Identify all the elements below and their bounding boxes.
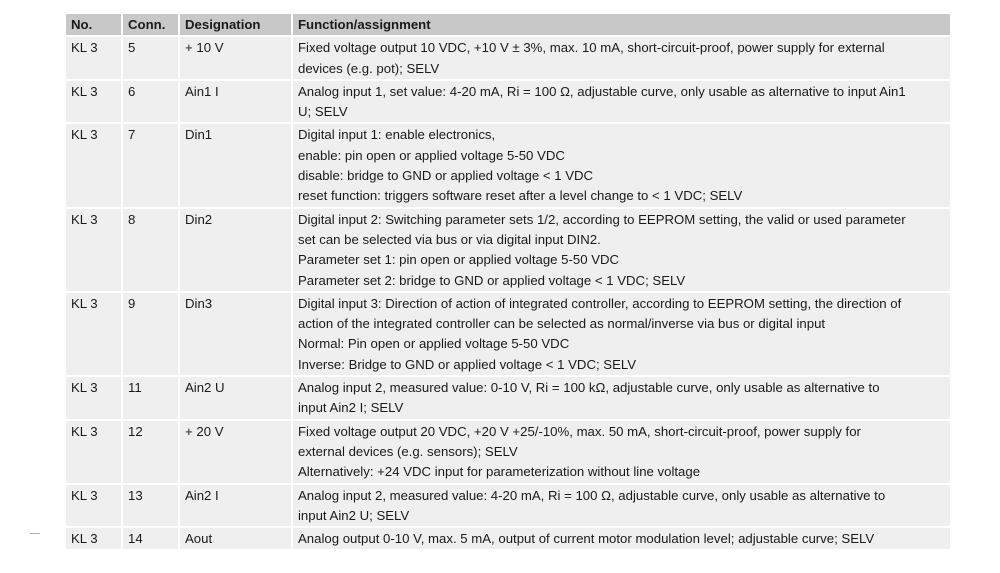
table-row bbox=[66, 37, 950, 79]
function-text-line: Analog input 2, measured value: 0-10 V, Ri = 100 kΩ, adjustable curve, only usable as alternative to bbox=[298, 380, 880, 396]
cell-conn: 6 bbox=[121, 81, 178, 123]
cell-no: KL 3 bbox=[66, 293, 121, 375]
cell-function bbox=[291, 421, 950, 483]
cell-designation: Ain2 U bbox=[178, 377, 291, 419]
function-text-line: action of the integrated controller can be selected as normal/inverse via bus or digital input bbox=[298, 316, 826, 332]
cell-designation: + 20 V bbox=[178, 421, 291, 483]
function-text-line: input Ain2 U; SELV bbox=[298, 507, 410, 523]
function-text-line: input Ain2 I; SELV bbox=[298, 400, 404, 416]
cell-conn: 11 bbox=[121, 377, 178, 419]
margin-dash-mark bbox=[30, 533, 40, 534]
function-text-line: U; SELV bbox=[298, 104, 348, 120]
cell-no: KL 3 bbox=[66, 81, 121, 123]
function-text-line: Digital input 2: Switching parameter sets 1/2, according to EEPROM setting, the valid or used parameter bbox=[298, 211, 906, 227]
header-function: Function/assignment bbox=[291, 14, 950, 35]
table-row bbox=[66, 377, 950, 419]
function-text-line: Parameter set 2: bridge to GND or applied voltage < 1 VDC; SELV bbox=[298, 272, 686, 288]
cell-conn: 12 bbox=[121, 421, 178, 483]
cell-conn: 8 bbox=[121, 209, 178, 291]
terminal-assignment-table bbox=[66, 12, 950, 551]
cell-function bbox=[291, 485, 950, 527]
cell-no: KL 3 bbox=[66, 377, 121, 419]
cell-designation: Aout bbox=[178, 528, 291, 549]
table-row bbox=[66, 528, 950, 549]
function-text-line: Alternatively: +24 VDC input for parameterization without line voltage bbox=[298, 464, 701, 480]
cell-designation: + 10 V bbox=[178, 37, 291, 79]
function-text-line: Analog input 1, set value: 4-20 mA, Ri = 100 Ω, adjustable curve, only usable as alternative to input Ain1 bbox=[298, 83, 906, 99]
cell-function bbox=[291, 293, 950, 375]
cell-conn: 9 bbox=[121, 293, 178, 375]
cell-function bbox=[291, 81, 950, 123]
header-no: No. bbox=[66, 14, 121, 35]
function-text-line: Analog input 2, measured value: 4-20 mA, Ri = 100 Ω, adjustable curve, only usable as alternative to bbox=[298, 487, 886, 503]
cell-conn: 13 bbox=[121, 485, 178, 527]
cell-designation: Ain2 I bbox=[178, 485, 291, 527]
function-text-line: set can be selected via bus or via digital input DIN2. bbox=[298, 231, 601, 247]
table-row bbox=[66, 124, 950, 206]
table-row bbox=[66, 293, 950, 375]
function-text-line: enable: pin open or applied voltage 5-50 VDC bbox=[298, 147, 565, 163]
function-text-line: external devices (e.g. sensors); SELV bbox=[298, 443, 518, 459]
cell-conn: 5 bbox=[121, 37, 178, 79]
cell-designation: Din1 bbox=[178, 124, 291, 206]
terminal-assignment-table-container bbox=[66, 12, 950, 551]
cell-no: KL 3 bbox=[66, 528, 121, 549]
cell-function bbox=[291, 528, 950, 549]
function-text-line: Analog output 0-10 V, max. 5 mA, output of current motor modulation level; adjustable curve; SELV bbox=[298, 531, 875, 547]
cell-function bbox=[291, 209, 950, 291]
cell-no: KL 3 bbox=[66, 485, 121, 527]
cell-function bbox=[291, 377, 950, 419]
table-row bbox=[66, 421, 950, 483]
function-text-line: devices (e.g. pot); SELV bbox=[298, 60, 440, 76]
table-row bbox=[66, 81, 950, 123]
cell-function bbox=[291, 124, 950, 206]
function-text-line: Normal: Pin open or applied voltage 5-50 VDC bbox=[298, 336, 570, 352]
function-text-line: Fixed voltage output 20 VDC, +20 V +25/-10%, max. 50 mA, short-circuit-proof, power supply for bbox=[298, 423, 861, 439]
cell-conn: 14 bbox=[121, 528, 178, 549]
header-conn: Conn. bbox=[121, 14, 178, 35]
cell-no: KL 3 bbox=[66, 209, 121, 291]
function-text-line: Fixed voltage output 10 VDC, +10 V ± 3%, max. 10 mA, short-circuit-proof, power supply for external bbox=[298, 40, 885, 56]
function-text-line: Inverse: Bridge to GND or applied voltage < 1 VDC; SELV bbox=[298, 356, 637, 372]
function-text-line: Parameter set 1: pin open or applied voltage 5-50 VDC bbox=[298, 252, 620, 268]
table-body bbox=[66, 37, 950, 549]
cell-designation: Din3 bbox=[178, 293, 291, 375]
function-text-line: reset function: triggers software reset after a level change to < 1 VDC; SELV bbox=[298, 188, 743, 204]
table-header-row bbox=[66, 14, 950, 35]
cell-conn: 7 bbox=[121, 124, 178, 206]
table-row bbox=[66, 485, 950, 527]
cell-no: KL 3 bbox=[66, 124, 121, 206]
table-row bbox=[66, 209, 950, 291]
function-text-line: Digital input 3: Direction of action of integrated controller, according to EEPROM setting, the direction of bbox=[298, 295, 902, 311]
cell-designation: Din2 bbox=[178, 209, 291, 291]
function-text-line: Digital input 1: enable electronics, bbox=[298, 127, 496, 143]
function-text-line: disable: bridge to GND or applied voltage < 1 VDC bbox=[298, 168, 594, 184]
cell-function bbox=[291, 37, 950, 79]
cell-no: KL 3 bbox=[66, 421, 121, 483]
header-designation: Designation bbox=[178, 14, 291, 35]
cell-no: KL 3 bbox=[66, 37, 121, 79]
cell-designation: Ain1 I bbox=[178, 81, 291, 123]
